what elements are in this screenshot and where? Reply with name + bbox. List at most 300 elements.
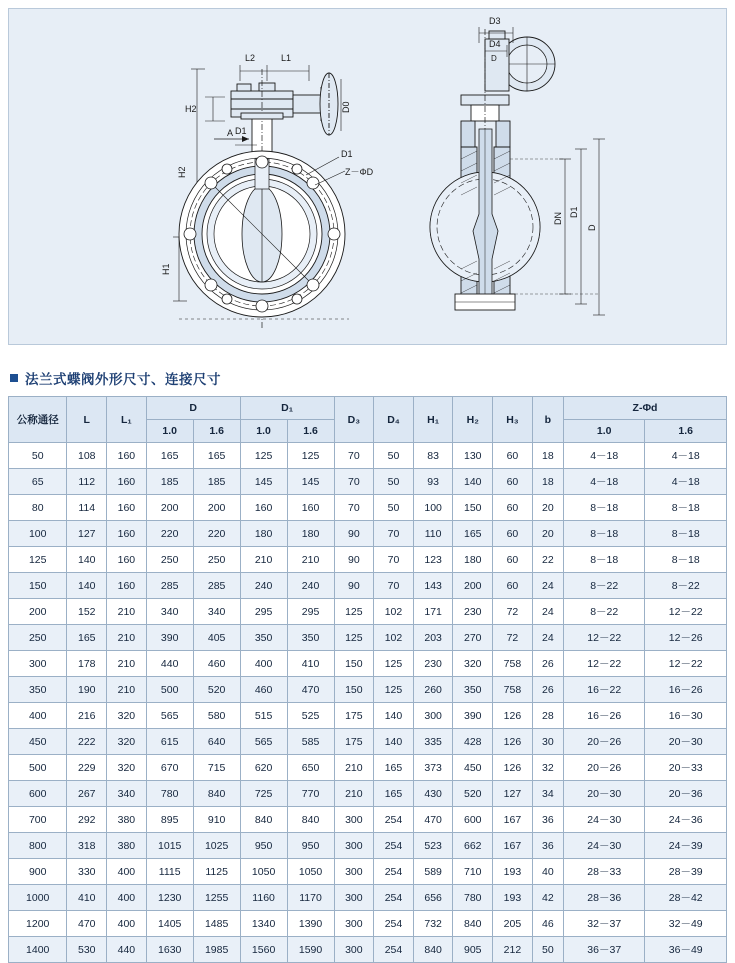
cell-d1-1-6: 840 — [287, 807, 334, 833]
table-row — [9, 625, 727, 651]
table-row — [9, 573, 727, 599]
cell-d1-1-6: 950 — [287, 833, 334, 859]
cell-z-1-6: 8－18 — [645, 521, 727, 547]
cell-h3: 126 — [493, 729, 533, 755]
cell-h3: 212 — [493, 937, 533, 963]
cell-d-1-0: 285 — [146, 573, 193, 599]
th-d1-1-0: 1.0 — [240, 420, 287, 443]
cell-z-1-0: 4－18 — [564, 469, 645, 495]
table-row — [9, 885, 727, 911]
svg-text:L2: L2 — [245, 53, 256, 63]
cell-h2: 350 — [453, 677, 493, 703]
cell-d-1-0: 565 — [146, 703, 193, 729]
cell-d1-1-0: 350 — [240, 625, 287, 651]
cell-h2: 320 — [453, 651, 493, 677]
cell-d1-1-0: 460 — [240, 677, 287, 703]
cell-z-1-6: 4－18 — [645, 469, 727, 495]
cell-b: 36 — [532, 807, 563, 833]
cell-h3: 758 — [493, 677, 533, 703]
cell-l: 330 — [67, 859, 107, 885]
cell-d1-1-0: 400 — [240, 651, 287, 677]
cell-z-1-0: 20－26 — [564, 755, 645, 781]
cell-d-1-6: 1025 — [193, 833, 240, 859]
cell-z-1-6: 24－36 — [645, 807, 727, 833]
cell-d1-1-6: 240 — [287, 573, 334, 599]
cell-h3: 205 — [493, 911, 533, 937]
cell-z-1-0: 32－37 — [564, 911, 645, 937]
cell-d-1-6: 715 — [193, 755, 240, 781]
table-row — [9, 521, 727, 547]
cell-d-1-6: 1125 — [193, 859, 240, 885]
cell-l: 112 — [67, 469, 107, 495]
cell-h2: 390 — [453, 703, 493, 729]
cell-d-1-6: 520 — [193, 677, 240, 703]
cell-d1-1-0: 1160 — [240, 885, 287, 911]
cell-h3: 72 — [493, 599, 533, 625]
cell-b: 36 — [532, 833, 563, 859]
cell-z-1-6: 28－42 — [645, 885, 727, 911]
cell-d4: 165 — [374, 755, 414, 781]
svg-text:D4: D4 — [489, 39, 501, 49]
cell-d-1-0: 780 — [146, 781, 193, 807]
table-row — [9, 781, 727, 807]
table-header — [9, 397, 727, 443]
cell-d-1-0: 390 — [146, 625, 193, 651]
cell-z-1-6: 20－30 — [645, 729, 727, 755]
cell-b: 24 — [532, 625, 563, 651]
cell-d1-1-0: 1340 — [240, 911, 287, 937]
cell-l: 127 — [67, 521, 107, 547]
cell-b: 26 — [532, 677, 563, 703]
cell-b: 50 — [532, 937, 563, 963]
cell-z-1-0: 28－36 — [564, 885, 645, 911]
cell-d1-1-6: 1590 — [287, 937, 334, 963]
section-heading — [10, 368, 221, 388]
cell-z-1-6: 24－39 — [645, 833, 727, 859]
cell-d-1-0: 670 — [146, 755, 193, 781]
cell-d-1-6: 1985 — [193, 937, 240, 963]
cell-h3: 60 — [493, 495, 533, 521]
cell-d1-1-0: 515 — [240, 703, 287, 729]
cell-d-1-0: 440 — [146, 651, 193, 677]
cell-l1: 340 — [107, 781, 147, 807]
dimensions-table — [8, 396, 727, 963]
cell-l: 178 — [67, 651, 107, 677]
cell-d4: 125 — [374, 677, 414, 703]
cell-h3: 127 — [493, 781, 533, 807]
cell-d3: 90 — [334, 573, 374, 599]
cell-b: 26 — [532, 651, 563, 677]
cell-b: 24 — [532, 573, 563, 599]
cell-h3: 193 — [493, 885, 533, 911]
cell-d3: 175 — [334, 729, 374, 755]
cell-h1: 230 — [413, 651, 453, 677]
cell-b: 34 — [532, 781, 563, 807]
cell-d4: 125 — [374, 651, 414, 677]
valve-technical-drawing — [9, 9, 726, 344]
cell-l1: 160 — [107, 443, 147, 469]
cell-z-1-6: 20－33 — [645, 755, 727, 781]
cell-d4: 70 — [374, 521, 414, 547]
cell-l: 165 — [67, 625, 107, 651]
svg-text:D1: D1 — [569, 206, 579, 218]
cell-l1: 400 — [107, 859, 147, 885]
cell-l: 140 — [67, 547, 107, 573]
svg-text:D: D — [491, 54, 497, 63]
cell-nominal-diameter: 600 — [9, 781, 67, 807]
cell-nominal-diameter: 450 — [9, 729, 67, 755]
cell-d4: 254 — [374, 937, 414, 963]
cell-d-1-0: 1015 — [146, 833, 193, 859]
svg-text:Z－ΦD: Z－ΦD — [345, 167, 374, 177]
cell-d3: 300 — [334, 859, 374, 885]
cell-l1: 210 — [107, 651, 147, 677]
cell-l: 190 — [67, 677, 107, 703]
cell-d1-1-0: 210 — [240, 547, 287, 573]
cell-nominal-diameter: 300 — [9, 651, 67, 677]
cell-h3: 193 — [493, 859, 533, 885]
cell-h2: 450 — [453, 755, 493, 781]
cell-h1: 83 — [413, 443, 453, 469]
cell-h1: 732 — [413, 911, 453, 937]
th-l1: L₁ — [107, 397, 147, 443]
cell-h2: 662 — [453, 833, 493, 859]
cell-z-1-6: 12－26 — [645, 625, 727, 651]
cell-h1: 523 — [413, 833, 453, 859]
svg-text:D0: D0 — [341, 101, 351, 113]
svg-text:H1: H1 — [161, 263, 171, 275]
cell-h1: 110 — [413, 521, 453, 547]
cell-d4: 50 — [374, 469, 414, 495]
cell-d-1-0: 1405 — [146, 911, 193, 937]
cell-d-1-6: 405 — [193, 625, 240, 651]
th-d3: D₃ — [334, 397, 374, 443]
cell-h3: 126 — [493, 755, 533, 781]
cell-d3: 300 — [334, 807, 374, 833]
cell-nominal-diameter: 900 — [9, 859, 67, 885]
cell-z-1-6: 12－22 — [645, 651, 727, 677]
cell-d-1-6: 580 — [193, 703, 240, 729]
cell-d1-1-0: 180 — [240, 521, 287, 547]
table-row — [9, 469, 727, 495]
valve-drawing-panel — [8, 8, 727, 345]
cell-l: 222 — [67, 729, 107, 755]
cell-z-1-0: 8－18 — [564, 495, 645, 521]
cell-h2: 165 — [453, 521, 493, 547]
cell-nominal-diameter: 150 — [9, 573, 67, 599]
cell-h3: 167 — [493, 807, 533, 833]
cell-nominal-diameter: 1400 — [9, 937, 67, 963]
cell-nominal-diameter: 400 — [9, 703, 67, 729]
cell-l1: 160 — [107, 495, 147, 521]
cell-l1: 380 — [107, 807, 147, 833]
cell-nominal-diameter: 350 — [9, 677, 67, 703]
svg-text:H2: H2 — [185, 104, 197, 114]
cell-l: 470 — [67, 911, 107, 937]
cell-z-1-6: 20－36 — [645, 781, 727, 807]
cell-z-1-0: 8－22 — [564, 573, 645, 599]
cell-z-1-6: 8－22 — [645, 573, 727, 599]
cell-h3: 126 — [493, 703, 533, 729]
cell-l: 267 — [67, 781, 107, 807]
cell-h1: 589 — [413, 859, 453, 885]
cell-d3: 70 — [334, 469, 374, 495]
cell-nominal-diameter: 250 — [9, 625, 67, 651]
cell-d1-1-0: 950 — [240, 833, 287, 859]
cell-h3: 758 — [493, 651, 533, 677]
cell-d4: 70 — [374, 573, 414, 599]
svg-text:H2: H2 — [177, 166, 187, 178]
cell-d3: 70 — [334, 443, 374, 469]
cell-b: 18 — [532, 469, 563, 495]
cell-b: 22 — [532, 547, 563, 573]
cell-d-1-0: 250 — [146, 547, 193, 573]
cell-d-1-6: 640 — [193, 729, 240, 755]
cell-z-1-6: 4－18 — [645, 443, 727, 469]
cell-d-1-6: 185 — [193, 469, 240, 495]
cell-h1: 93 — [413, 469, 453, 495]
cell-d4: 140 — [374, 729, 414, 755]
cell-d3: 300 — [334, 937, 374, 963]
cell-d4: 50 — [374, 495, 414, 521]
cell-b: 28 — [532, 703, 563, 729]
cell-d-1-0: 165 — [146, 443, 193, 469]
cell-z-1-0: 8－18 — [564, 521, 645, 547]
cell-h1: 300 — [413, 703, 453, 729]
svg-text:D: D — [587, 224, 597, 231]
cell-d3: 90 — [334, 547, 374, 573]
cell-d1-1-6: 160 — [287, 495, 334, 521]
cell-d3: 90 — [334, 521, 374, 547]
cell-d1-1-6: 525 — [287, 703, 334, 729]
cell-l1: 160 — [107, 469, 147, 495]
table-row — [9, 833, 727, 859]
cell-d1-1-0: 840 — [240, 807, 287, 833]
cell-d-1-6: 840 — [193, 781, 240, 807]
cell-z-1-0: 16－26 — [564, 703, 645, 729]
th-d4: D₄ — [374, 397, 414, 443]
cell-d4: 50 — [374, 443, 414, 469]
cell-z-1-0: 8－22 — [564, 599, 645, 625]
cell-d1-1-0: 620 — [240, 755, 287, 781]
cell-h3: 60 — [493, 547, 533, 573]
cell-h1: 335 — [413, 729, 453, 755]
cell-d4: 70 — [374, 547, 414, 573]
table-row — [9, 495, 727, 521]
cell-h2: 130 — [453, 443, 493, 469]
cell-h2: 230 — [453, 599, 493, 625]
cell-l: 216 — [67, 703, 107, 729]
cell-l: 140 — [67, 573, 107, 599]
cell-l1: 210 — [107, 625, 147, 651]
cell-d1-1-6: 210 — [287, 547, 334, 573]
svg-text:A: A — [227, 128, 234, 138]
svg-text:DN: DN — [553, 212, 563, 225]
cell-nominal-diameter: 125 — [9, 547, 67, 573]
cell-z-1-6: 32－49 — [645, 911, 727, 937]
cell-h3: 60 — [493, 521, 533, 547]
table-row — [9, 443, 727, 469]
th-d-1-0: 1.0 — [146, 420, 193, 443]
cell-h3: 72 — [493, 625, 533, 651]
cell-d3: 300 — [334, 911, 374, 937]
cell-h3: 167 — [493, 833, 533, 859]
th-d1-1-6: 1.6 — [287, 420, 334, 443]
cell-d4: 165 — [374, 781, 414, 807]
cell-z-1-6: 8－18 — [645, 495, 727, 521]
cell-d1-1-6: 145 — [287, 469, 334, 495]
cell-b: 42 — [532, 885, 563, 911]
cell-d3: 125 — [334, 599, 374, 625]
cell-d1-1-0: 725 — [240, 781, 287, 807]
cell-d-1-0: 1630 — [146, 937, 193, 963]
svg-text:D3: D3 — [489, 16, 501, 26]
table-row — [9, 859, 727, 885]
cell-l: 410 — [67, 885, 107, 911]
cell-z-1-6: 36－49 — [645, 937, 727, 963]
svg-text:D1: D1 — [341, 149, 353, 159]
cell-z-1-0: 24－30 — [564, 807, 645, 833]
cell-d1-1-6: 650 — [287, 755, 334, 781]
cell-d1-1-6: 295 — [287, 599, 334, 625]
cell-d3: 125 — [334, 625, 374, 651]
th-h2: H₂ — [453, 397, 493, 443]
cell-d4: 102 — [374, 625, 414, 651]
cell-z-1-0: 36－37 — [564, 937, 645, 963]
cell-nominal-diameter: 700 — [9, 807, 67, 833]
cell-d1-1-0: 295 — [240, 599, 287, 625]
cell-h2: 780 — [453, 885, 493, 911]
cell-d3: 150 — [334, 677, 374, 703]
cell-l1: 400 — [107, 885, 147, 911]
cell-d-1-6: 220 — [193, 521, 240, 547]
cell-nominal-diameter: 65 — [9, 469, 67, 495]
cell-nominal-diameter: 200 — [9, 599, 67, 625]
th-d-1-6: 1.6 — [193, 420, 240, 443]
cell-h2: 520 — [453, 781, 493, 807]
cell-b: 32 — [532, 755, 563, 781]
cell-z-1-0: 8－18 — [564, 547, 645, 573]
cell-b: 18 — [532, 443, 563, 469]
cell-d-1-0: 340 — [146, 599, 193, 625]
cell-l: 292 — [67, 807, 107, 833]
svg-text:D1: D1 — [235, 126, 247, 136]
cell-h1: 373 — [413, 755, 453, 781]
section-title: 法兰式蝶阀外形尺寸、连接尺寸 — [25, 372, 221, 387]
cell-h1: 840 — [413, 937, 453, 963]
cell-l1: 210 — [107, 599, 147, 625]
cell-d1-1-6: 1390 — [287, 911, 334, 937]
table-row — [9, 755, 727, 781]
cell-z-1-0: 20－26 — [564, 729, 645, 755]
th-d1: D₁ — [240, 397, 334, 420]
cell-d1-1-0: 1050 — [240, 859, 287, 885]
cell-z-1-0: 28－33 — [564, 859, 645, 885]
cell-d4: 254 — [374, 807, 414, 833]
cell-h1: 656 — [413, 885, 453, 911]
cell-l: 530 — [67, 937, 107, 963]
cell-h2: 710 — [453, 859, 493, 885]
cell-d-1-6: 910 — [193, 807, 240, 833]
cell-d-1-0: 1115 — [146, 859, 193, 885]
cell-nominal-diameter: 50 — [9, 443, 67, 469]
cell-l1: 160 — [107, 521, 147, 547]
cell-d1-1-6: 1170 — [287, 885, 334, 911]
cell-l: 229 — [67, 755, 107, 781]
th-l: L — [67, 397, 107, 443]
cell-h2: 840 — [453, 911, 493, 937]
cell-b: 20 — [532, 495, 563, 521]
svg-text:L1: L1 — [281, 53, 292, 63]
cell-d-1-6: 1255 — [193, 885, 240, 911]
cell-l1: 320 — [107, 703, 147, 729]
cell-h1: 100 — [413, 495, 453, 521]
spec-table-wrapper — [8, 396, 727, 963]
th-h3: H₃ — [493, 397, 533, 443]
table-row — [9, 807, 727, 833]
cell-d4: 254 — [374, 833, 414, 859]
cell-h2: 150 — [453, 495, 493, 521]
cell-z-1-0: 16－22 — [564, 677, 645, 703]
cell-l1: 320 — [107, 729, 147, 755]
th-z-1-0: 1.0 — [564, 420, 645, 443]
cell-d3: 300 — [334, 885, 374, 911]
cell-d4: 254 — [374, 911, 414, 937]
cell-d1-1-6: 770 — [287, 781, 334, 807]
cell-l1: 440 — [107, 937, 147, 963]
cell-d-1-0: 220 — [146, 521, 193, 547]
table-row — [9, 729, 727, 755]
cell-d4: 254 — [374, 885, 414, 911]
th-nominal-diameter: 公称通径 — [9, 397, 67, 443]
table-body — [9, 443, 727, 963]
cell-z-1-6: 12－22 — [645, 599, 727, 625]
cell-d1-1-0: 160 — [240, 495, 287, 521]
cell-l1: 210 — [107, 677, 147, 703]
cell-z-1-6: 28－39 — [645, 859, 727, 885]
cell-z-1-6: 16－30 — [645, 703, 727, 729]
cell-d-1-0: 500 — [146, 677, 193, 703]
cell-l1: 160 — [107, 573, 147, 599]
cell-z-1-0: 12－22 — [564, 651, 645, 677]
cell-d1-1-6: 125 — [287, 443, 334, 469]
cell-z-1-0: 24－30 — [564, 833, 645, 859]
square-bullet-icon — [10, 374, 18, 382]
cell-d-1-6: 165 — [193, 443, 240, 469]
cell-l1: 380 — [107, 833, 147, 859]
cell-d-1-0: 615 — [146, 729, 193, 755]
table-row — [9, 651, 727, 677]
cell-d3: 150 — [334, 651, 374, 677]
cell-h1: 143 — [413, 573, 453, 599]
cell-d-1-6: 1485 — [193, 911, 240, 937]
cell-b: 20 — [532, 521, 563, 547]
cell-b: 46 — [532, 911, 563, 937]
cell-z-1-6: 8－18 — [645, 547, 727, 573]
cell-d-1-6: 250 — [193, 547, 240, 573]
cell-z-1-6: 16－26 — [645, 677, 727, 703]
cell-nominal-diameter: 80 — [9, 495, 67, 521]
cell-nominal-diameter: 800 — [9, 833, 67, 859]
cell-d-1-6: 340 — [193, 599, 240, 625]
cell-d1-1-6: 180 — [287, 521, 334, 547]
cell-d1-1-0: 1560 — [240, 937, 287, 963]
cell-h2: 270 — [453, 625, 493, 651]
cell-nominal-diameter: 1200 — [9, 911, 67, 937]
cell-l1: 400 — [107, 911, 147, 937]
cell-h2: 600 — [453, 807, 493, 833]
cell-l: 152 — [67, 599, 107, 625]
